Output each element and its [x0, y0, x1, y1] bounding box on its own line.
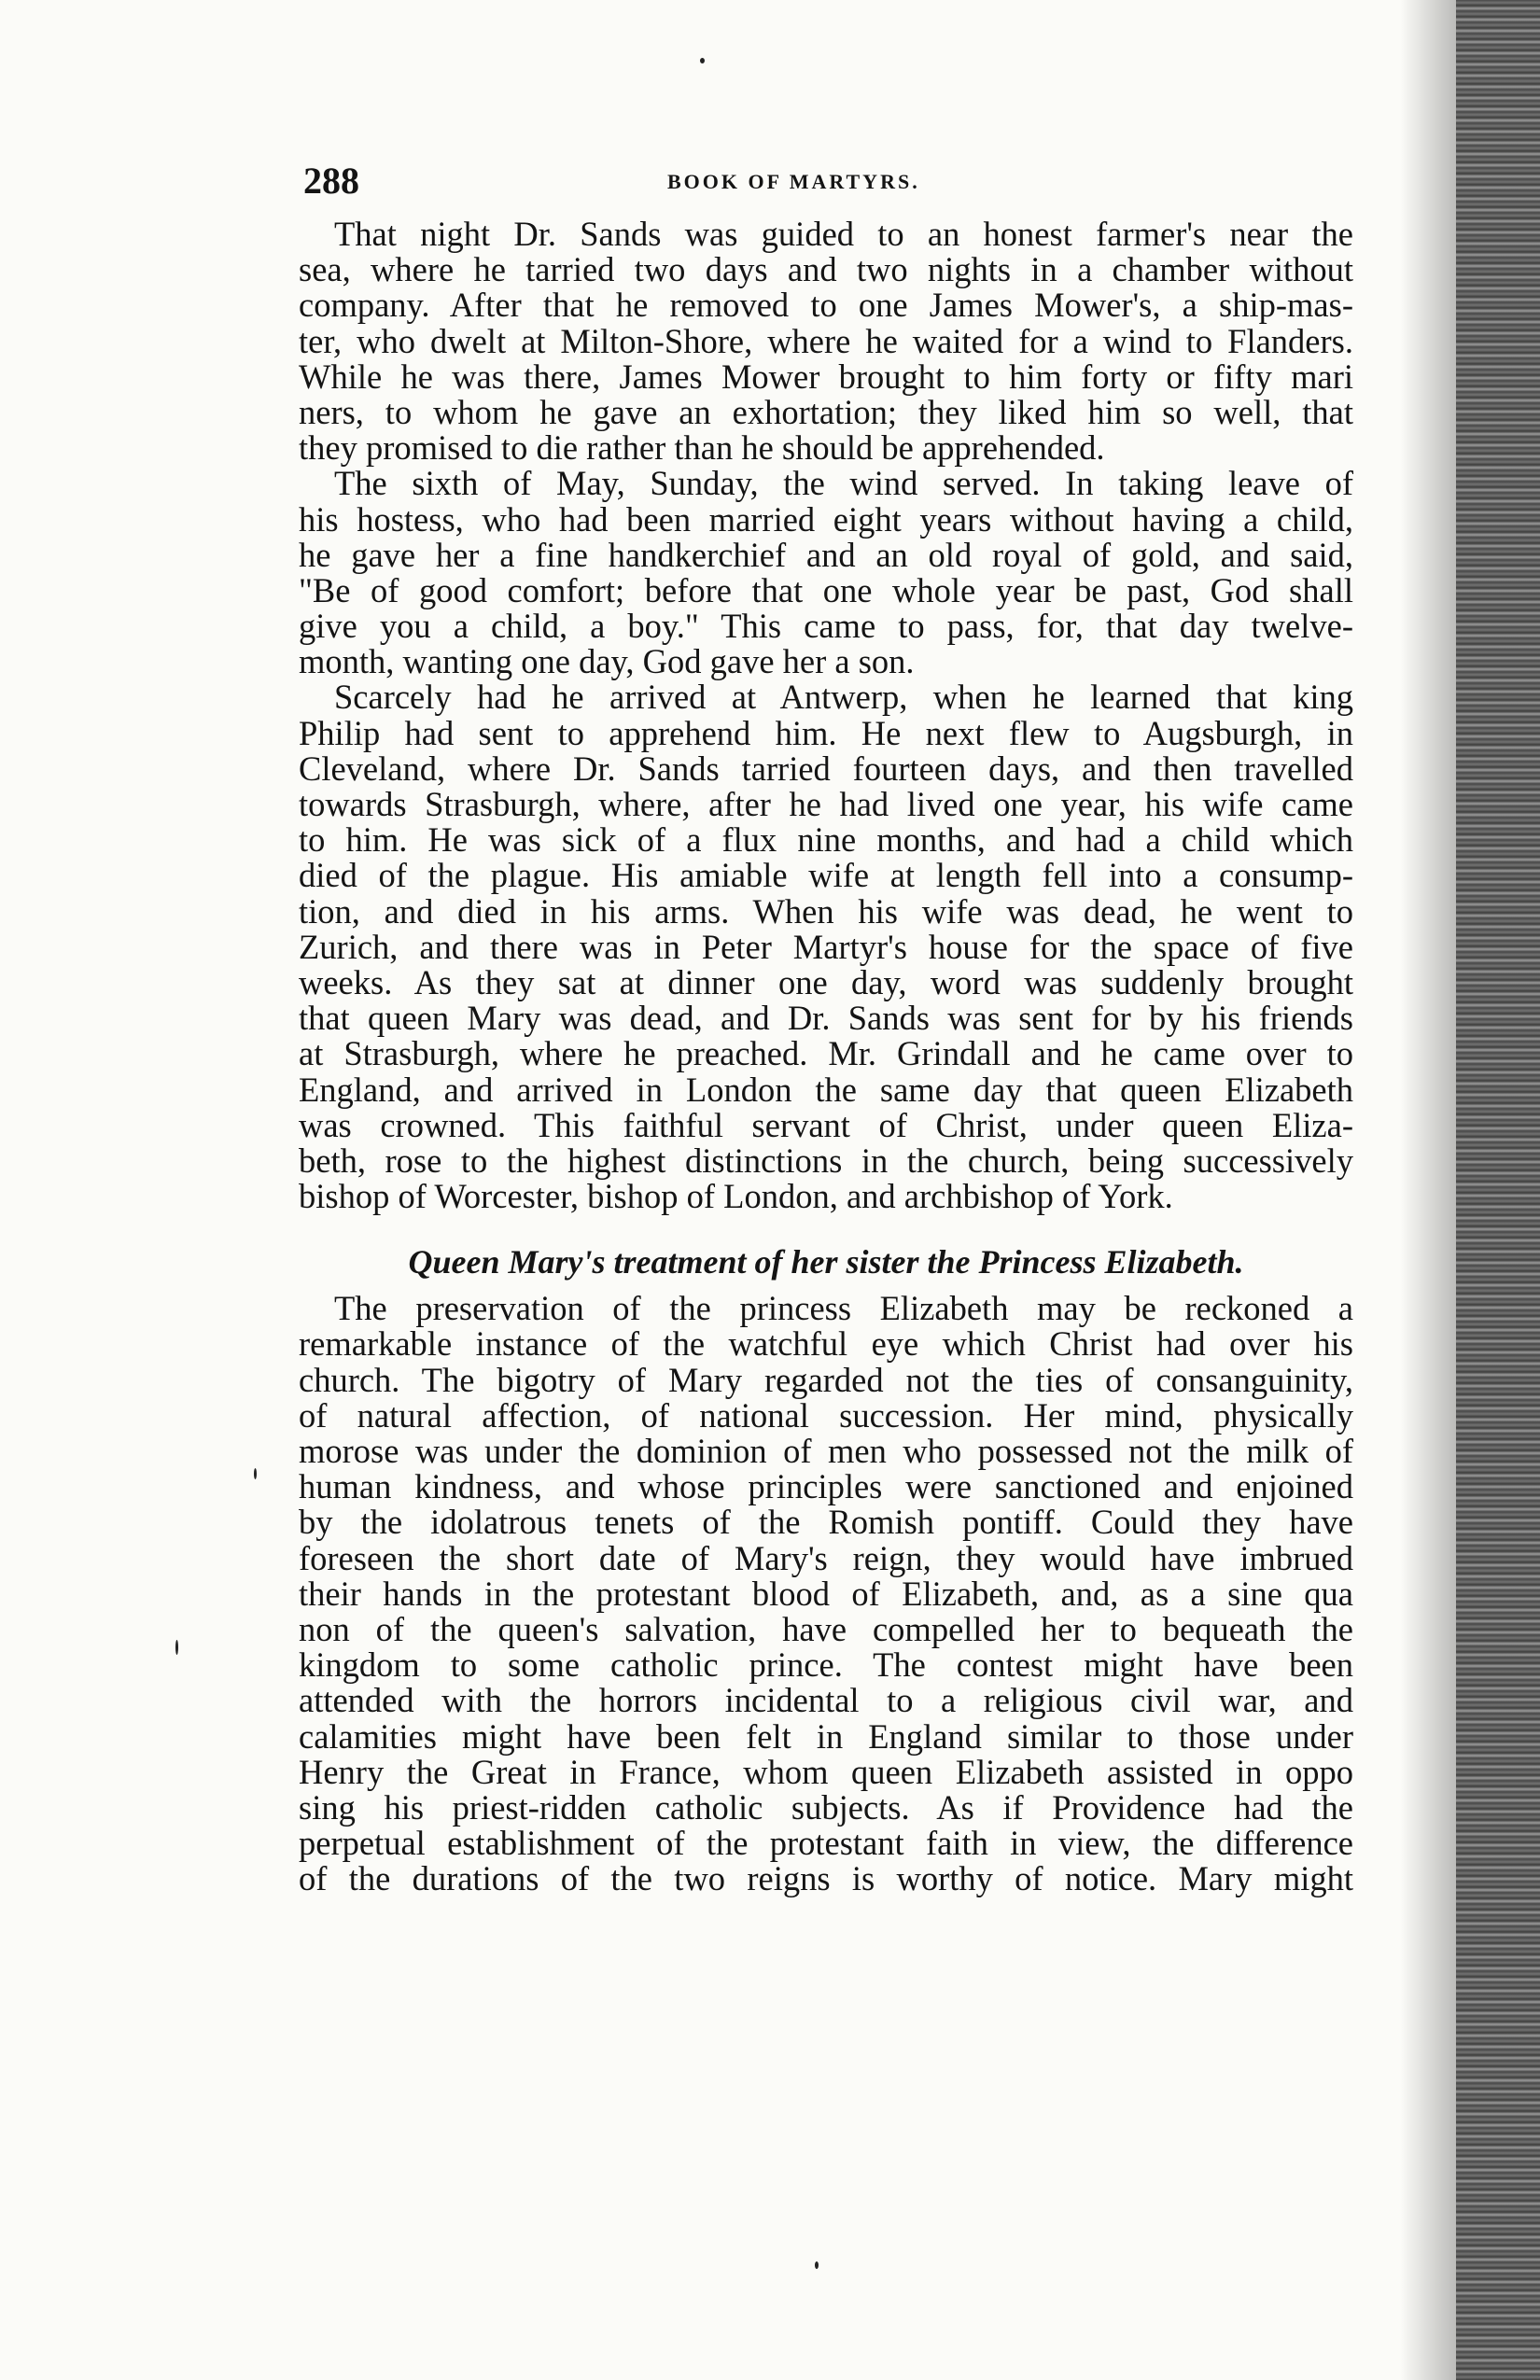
body-text: [299, 217, 1353, 1897]
text-line: While he was there, James Mower brought to him forty or fifty mari: [299, 357, 1353, 396]
ink-speck: [175, 1640, 178, 1655]
text-line: kingdom to some catholic prince. The contest might have been: [299, 1645, 1353, 1685]
text-line: perpetual establishment of the protestant faith in view, the difference: [299, 1824, 1353, 1863]
text-line: The preservation of the princess Elizabeth may be reckoned a: [334, 1289, 1353, 1328]
text-line: weeks. As they sat at dinner one day, word was suddenly brought: [299, 962, 1353, 1001]
text-line: Zurich, and there was in Peter Martyr's house for the space of five: [299, 927, 1353, 966]
ink-speck: [254, 1468, 257, 1479]
text-line: sea, where he tarried two days and two nights in a chamber without: [299, 250, 1353, 289]
page-edge: [1456, 0, 1540, 2380]
text-line: bishop of Worcester, bishop of London, and archbishop of York.: [299, 1177, 1173, 1216]
text-line: remarkable instance of the watchful eye which Christ had over his: [299, 1324, 1353, 1364]
running-head: BOOK OF MARTYRS.: [667, 170, 920, 193]
text-line: tion, and died in his arms. When his wife was dead, he went to: [299, 891, 1353, 931]
text-line: of natural affection, of national succession. Her mind, physically: [299, 1395, 1353, 1435]
text-line: non of the queen's salvation, have compelled her to bequeath the: [299, 1609, 1353, 1648]
text-line: beth, rose to the highest distinctions in the church, being successively: [299, 1141, 1353, 1180]
text-line: ners, to whom he gave an exhortation; they liked him so well, that: [299, 392, 1353, 431]
text-line: ter, who dwelt at Milton-Shore, where he waited for a wind to Flanders.: [299, 321, 1353, 360]
text-line: The sixth of May, Sunday, the wind served. In taking leave of: [334, 464, 1353, 503]
text-line: he gave her a fine handkerchief and an old royal of gold, and said,: [299, 535, 1353, 574]
ink-speck: [815, 2261, 819, 2269]
text-line: his hostess, who had been married eight years without having a child,: [299, 499, 1353, 539]
text-line: of the durations of the two reigns is worthy of notice. Mary might: [299, 1859, 1353, 1898]
text-line: was crowned. This faithful servant of Christ, under queen Eliza-: [299, 1105, 1353, 1144]
text-line: England, and arrived in London the same day that queen Elizabeth: [299, 1070, 1353, 1109]
text-line: Philip had sent to apprehend him. He next flew to Augsburgh, in: [299, 713, 1353, 752]
text-line: foreseen the short date of Mary's reign, they would have imbrued: [299, 1538, 1353, 1577]
text-line: human kindness, and whose principles were sanctioned and enjoined: [299, 1467, 1353, 1506]
text-line: company. After that he removed to one James Mower's, a ship-mas-: [299, 286, 1353, 325]
text-line: That night Dr. Sands was guided to an honest farmer's near the: [334, 215, 1353, 253]
page-edge-shadow: [1400, 0, 1456, 2380]
text-line: by the idolatrous tenets of the Romish pontiff. Could they have: [299, 1503, 1353, 1542]
text-line: month, wanting one day, God gave her a son.: [299, 642, 915, 681]
section-heading: Queen Mary's treatment of her sister the Princess Elizabeth.: [408, 1243, 1244, 1281]
text-line: that queen Mary was dead, and Dr. Sands was sent for by his friends: [299, 999, 1353, 1038]
text-line: church. The bigotry of Mary regarded not the ties of consanguinity,: [299, 1360, 1353, 1399]
text-line: Cleveland, where Dr. Sands tarried fourteen days, and then travelled: [299, 749, 1353, 788]
text-line: died of the plague. His amiable wife at length fell into a consump-: [299, 856, 1353, 895]
text-line: give you a child, a boy." This came to pass, for, that day twelve-: [299, 607, 1353, 646]
text-line: their hands in the protestant blood of Elizabeth, and, as a sine qua: [299, 1574, 1353, 1613]
text-line: sing his priest-ridden catholic subjects. As if Providence had the: [299, 1787, 1353, 1827]
text-line: to him. He was sick of a flux nine months, and had a child which: [299, 820, 1353, 860]
text-line: attended with the horrors incidental to a religious civil war, and: [299, 1681, 1353, 1720]
text-line: Scarcely had he arrived at Antwerp, when he learned that king: [334, 678, 1353, 717]
text-line: at Strasburgh, where he preached. Mr. Grindall and he came over to: [299, 1034, 1353, 1073]
text-line: they promised to die rather than he should be apprehended.: [299, 428, 1105, 468]
text-line: "Be of good comfort; before that one whole year be past, God shall: [299, 570, 1353, 609]
text-line: calamities might have been felt in England similar to those under: [299, 1716, 1353, 1756]
text-line: Henry the Great in France, whom queen Elizabeth assisted in oppo: [299, 1752, 1353, 1791]
page-header: [303, 159, 1349, 215]
text-line: morose was under the dominion of men who possessed not the milk of: [299, 1432, 1353, 1470]
text-line: towards Strasburgh, where, after he had lived one year, his wife came: [299, 785, 1353, 823]
page-number: 288: [303, 160, 359, 202]
ink-speck: [700, 58, 705, 63]
